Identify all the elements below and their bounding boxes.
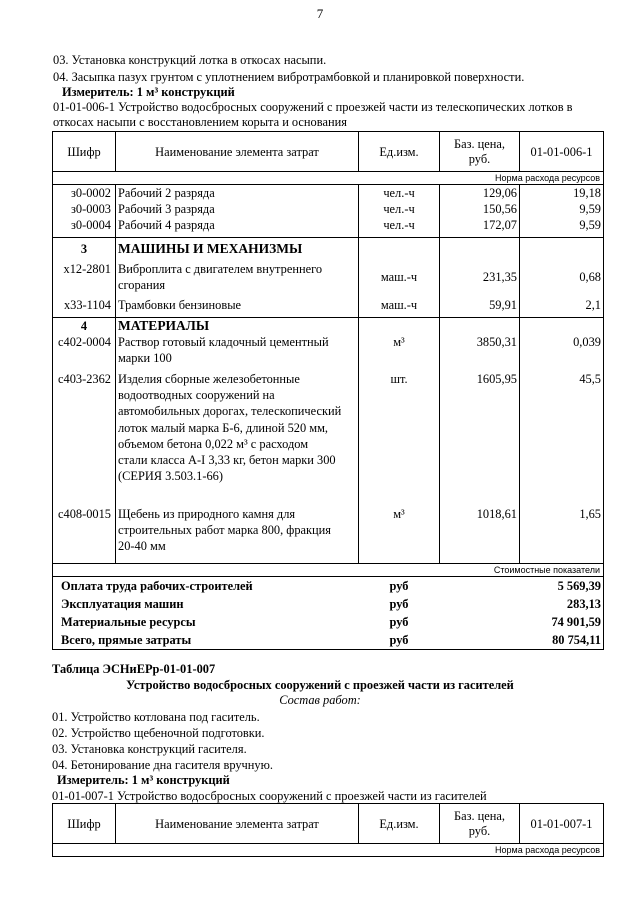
header-unit: Ед.изм. xyxy=(359,132,440,172)
table-row: х12-2801 Виброплита с двигателем внутреннего сгорания маш.-ч 231,35 0,68 xyxy=(53,257,604,293)
section-heading: Устройство водосбросных сооружений с проезжей части из гасителей xyxy=(126,678,514,692)
norm-description-line-2: откосах насыпи с восстановлением корыта и основания xyxy=(53,115,347,129)
total-row: Оплата труда рабочих-строителей руб 5 569,39 xyxy=(53,577,604,596)
work-item: 02. Устройство щебеночной подготовки. xyxy=(52,726,265,740)
total-row: Материальные ресурсы руб 74 901,59 xyxy=(53,613,604,631)
table-row: с402-0004 Раствор готовый кладочный цементный марки 100 м³ 3850,31 0,039 xyxy=(53,334,604,366)
work-item-04: 04. Засыпка пазух грунтом с уплотнением вибротрамбовкой и планировкой поверхности. xyxy=(53,70,525,84)
norm-label: Норма расхода ресурсов xyxy=(53,172,604,185)
work-item: 01. Устройство котлована под гаситель. xyxy=(52,710,260,724)
page-number: 7 xyxy=(316,6,324,21)
section-machines: 3 МАШИНЫ И МЕХАНИЗМЫ xyxy=(53,238,604,258)
resource-table-2 xyxy=(52,803,604,857)
header-code: Шифр xyxy=(53,132,116,172)
work-item-03: 03. Установка конструкций лотка в откосах насыпи. xyxy=(53,53,327,67)
header-name: Наименование элемента затрат xyxy=(116,804,359,844)
header-name: Наименование элемента затрат xyxy=(116,132,359,172)
measure-unit: Измеритель: 1 м³ конструкций xyxy=(62,85,235,99)
resource-table-1 xyxy=(52,131,604,650)
section-materials: 4 МАТЕРИАЛЫ xyxy=(53,318,604,335)
works-label: Состав работ: xyxy=(279,693,361,707)
header-price: Баз. цена, руб. xyxy=(440,804,520,844)
table-row: з0-0004 Рабочий 4 разряда чел.-ч 172,07 9,59 xyxy=(53,217,604,238)
table-row: х33-1104 Трамбовки бензиновые маш.-ч 59,91 2,1 xyxy=(53,293,604,318)
table-title: Таблица ЭСНиЕРр-01-01-007 xyxy=(52,662,216,676)
cost-indicators-label: Стоимостные показатели xyxy=(53,564,604,577)
table-row: з0-0002 Рабочий 2 разряда чел.-ч 129,06 19,18 xyxy=(53,185,604,202)
table-row: с408-0015 Щебень из природного камня для строительных работ марка 800, фракция 20-40 мм м³ 1018,61 1,65 xyxy=(53,506,604,564)
header-price: Баз. цена, руб. xyxy=(440,132,520,172)
measure-unit: Измеритель: 1 м³ конструкций xyxy=(57,773,230,787)
norm-description-line-1: 01-01-006-1 Устройство водосбросных сооружений с проезжей части из телескопических лотков в xyxy=(53,100,573,114)
table-row: з0-0003 Рабочий 3 разряда чел.-ч 150,56 9,59 xyxy=(53,201,604,217)
table-row: с403-2362 Изделия сборные железобетонные водоотводных сооружений на автомобильных дорогах, телескопический лоток малый марка Б-6, длиной 520 мм, объемом бетона 0,022 м³ с расходом стали класса А-I 3,33 кг, бетон марки 300 (СЕРИЯ 3.503.1-66) шт. 1605,95 45,5 xyxy=(53,366,604,506)
total-row: Всего, прямые затраты руб 80 754,11 xyxy=(53,631,604,650)
header-id: 01-01-007-1 xyxy=(520,804,604,844)
header-id: 01-01-006-1 xyxy=(520,132,604,172)
norm-label: Норма расхода ресурсов xyxy=(53,844,604,857)
header-code: Шифр xyxy=(53,804,116,844)
header-unit: Ед.изм. xyxy=(359,804,440,844)
work-item: 04. Бетонирование дна гасителя вручную. xyxy=(52,758,273,772)
norm-description: 01-01-007-1 Устройство водосбросных сооружений с проезжей части из гасителей xyxy=(52,789,487,803)
total-row: Эксплуатация машин руб 283,13 xyxy=(53,595,604,613)
work-item: 03. Установка конструкций гасителя. xyxy=(52,742,247,756)
